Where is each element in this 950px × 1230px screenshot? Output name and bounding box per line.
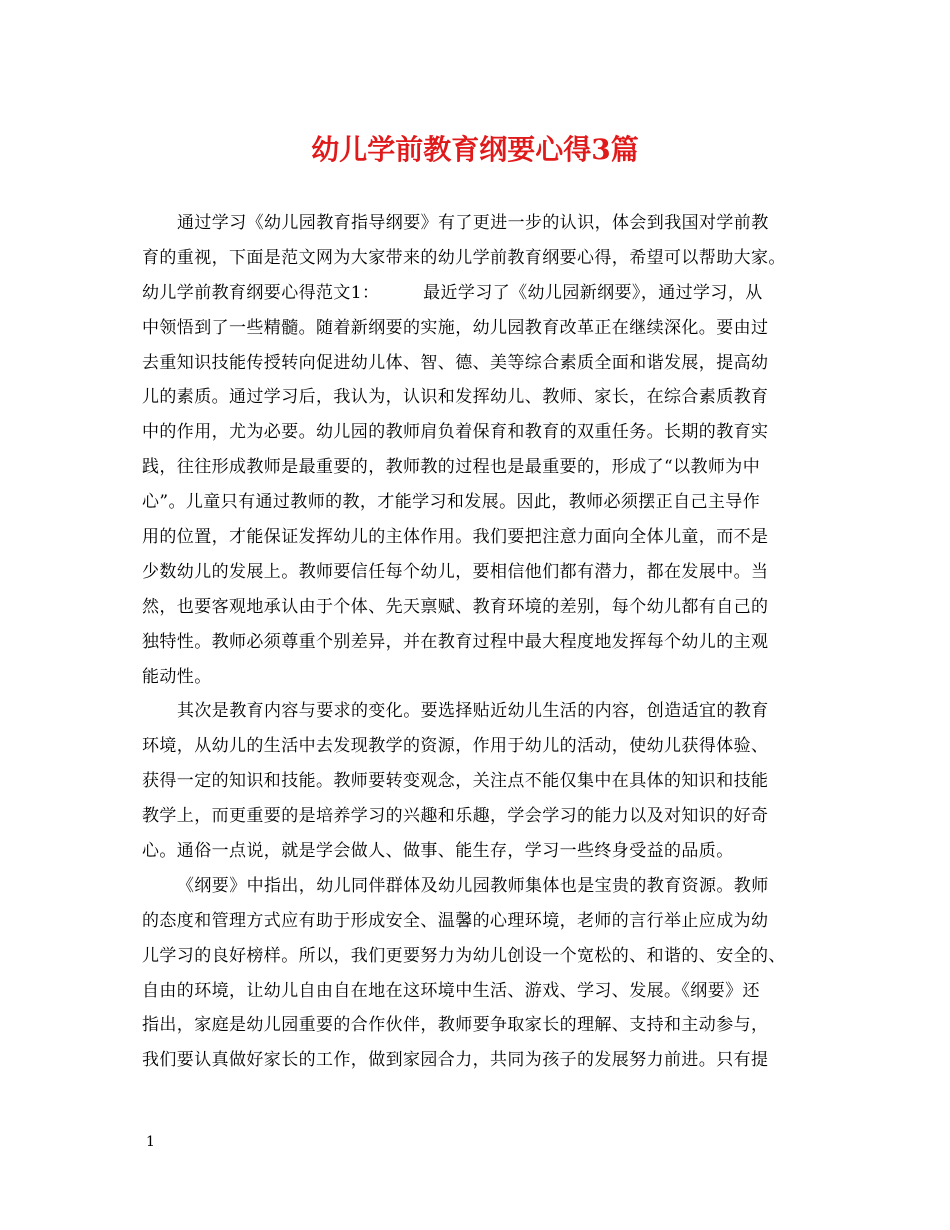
text-line: 去重知识技能传授转向促进幼儿体、智、德、美等综合素质全面和谐发展，提高幼 — [142, 352, 769, 373]
text-line: 中领悟到了一些精髓。随着新纲要的实施，幼儿园教育改革正在继续深化。要由过 — [142, 317, 769, 338]
text-line: 《纲要》中指出，幼儿同伴群体及幼儿园教师集体也是宝贵的教育资源。教师 — [177, 875, 769, 896]
text-line: 其次是教育内容与要求的变化。要选择贴近幼儿生活的内容，创造适宜的教育 — [177, 701, 769, 722]
text-line: 心”。儿童只有通过教师的教，才能学习和发展。因此，教师必须摆正自己主导作 — [142, 492, 761, 513]
document-title: 幼儿学前教育纲要心得3篇 — [311, 133, 639, 166]
text-line: 通过学习《幼儿园教育指导纲要》有了更进一步的认识，体会到我国对学前教 — [177, 213, 769, 233]
text-line: 教学上，而更重要的是培养学习的兴趣和乐趣，学会学习的能力以及对知识的好奇 — [142, 806, 769, 827]
text-line: 育的重视，下面是范文网为大家带来的幼儿学前教育纲要心得，希望可以帮助大家。 — [142, 247, 786, 268]
text-line: 幼儿学前教育纲要心得范文1： 最近学习了《幼儿园新纲要》，通过学习，从 — [142, 282, 763, 303]
text-line: 我们要认真做好家长的工作，做到家园合力，共同为孩子的发展努力前进。只有提 — [142, 1050, 769, 1071]
text-line: 自由的环境，让幼儿自由自在地在这环境中生活、游戏、学习、发展。《纲要》还 — [142, 980, 760, 1001]
text-line: 能动性。 — [142, 666, 212, 687]
text-line: 的态度和管理方式应有助于形成安全、温馨的心理环境，老师的言行举止应成为幼 — [142, 910, 769, 931]
text-line: 获得一定的知识和技能。教师要转变观念，关注点不能仅集中在具体的知识和技能 — [142, 771, 769, 792]
text-line: 儿的素质。通过学习后，我认为，认识和发挥幼儿、教师、家长，在综合素质教育 — [142, 387, 769, 408]
text-line: 心。通俗一点说，就是学会做人、做事、能生存，学习一些终身受益的品质。 — [142, 841, 734, 862]
text-line: 环境，从幼儿的生活中去发现教学的资源，作用于幼儿的活动，使幼儿获得体验、 — [142, 736, 769, 757]
text-line: 中的作用，尤为必要。幼儿园的教师肩负着保育和教育的双重任务。长期的教育实 — [142, 422, 769, 443]
text-line: 独特性。教师必须尊重个别差异，并在教育过程中最大程度地发挥每个幼儿的主观 — [142, 631, 769, 652]
text-line: 用的位置，才能保证发挥幼儿的主体作用。我们要把注意力面向全体儿童，而不是 — [142, 527, 769, 548]
text-line: 然，也要客观地承认由于个体、先天禀赋、教育环境的差别，每个幼儿都有自己的 — [142, 596, 769, 617]
text-line: 少数幼儿的发展上。教师要信任每个幼儿，要相信他们都有潜力，都在发展中。当 — [142, 561, 769, 582]
text-line: 践，往往形成教师是最重要的，教师教的过程也是最重要的，形成了“以教师为中 — [142, 457, 761, 478]
text-line: 指出，家庭是幼儿园重要的合作伙伴，教师要争取家长的理解、支持和主动参与， — [142, 1015, 769, 1036]
text-line: 儿学习的良好榜样。所以，我们更要努力为幼儿创设一个宽松的、和谐的、安全的、 — [142, 945, 786, 966]
document-body — [142, 206, 832, 1078]
page-number: 1 — [146, 1134, 155, 1150]
